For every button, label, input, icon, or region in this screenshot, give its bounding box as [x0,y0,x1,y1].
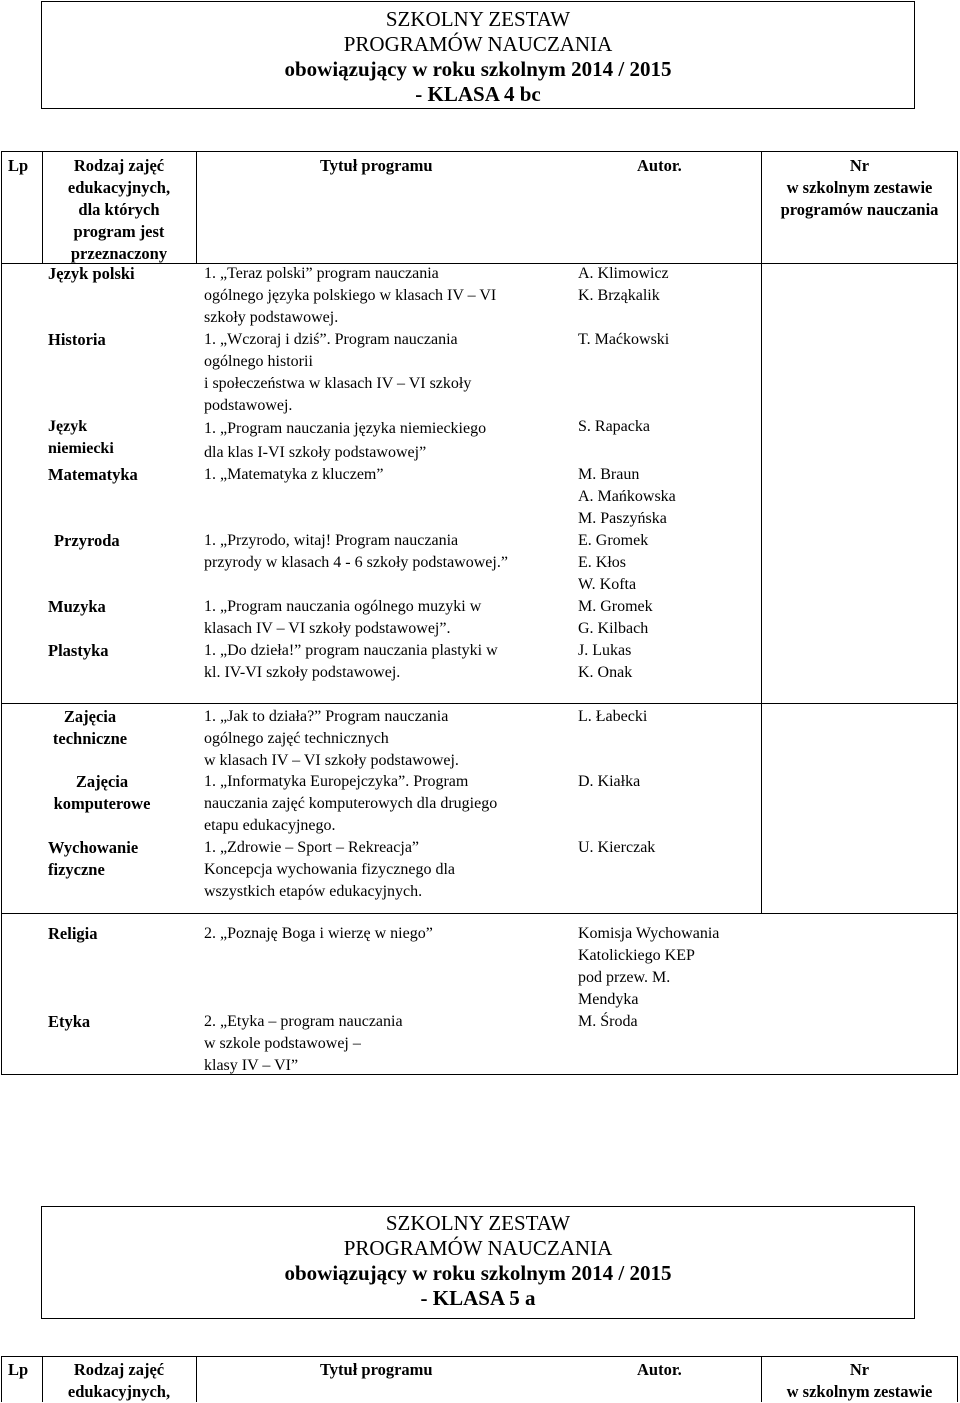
title-line-2: PROGRAMÓW NAUCZANIA [343,1236,613,1260]
title-line-3: obowiązujący w roku szkolnym 2014 / 2015 [284,1261,672,1285]
title-line-4: - KLASA 4 bc [415,82,541,106]
title-line-3: obowiązujący w roku szkolnym 2014 / 2015 [284,57,672,81]
title-line-1: SZKOLNY ZESTAW [385,1211,571,1235]
title-box-5a [41,1206,915,1319]
title-line-4: - KLASA 5 a [420,1286,536,1310]
title-box-4bc [41,1,915,109]
header-b-autor: Autor. [637,1360,682,1379]
header-tytul: Tytuł programu [320,156,433,175]
header-lp: Lp [8,156,29,175]
header-autor: Autor. [637,156,682,175]
header-b-tytul: Tytuł programu [320,1360,433,1379]
header-b-lp: Lp [8,1360,29,1379]
title-line-2: PROGRAMÓW NAUCZANIA [343,32,613,56]
title-line-1: SZKOLNY ZESTAW [385,7,571,31]
